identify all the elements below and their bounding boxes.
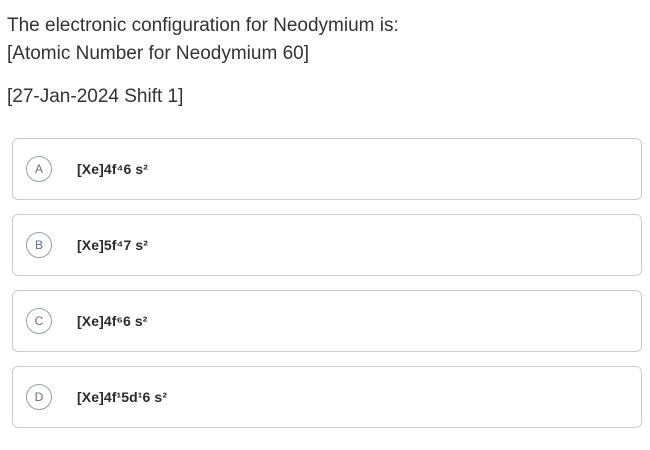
option-c-text: [Xe]4f⁶6 s² [77,313,148,329]
option-a-text: [Xe]4f⁴6 s² [77,161,149,177]
option-d[interactable] [12,366,642,428]
question-line-1: The electronic configuration for Neodymium is: [7,15,399,36]
option-b[interactable] [12,214,642,276]
question-line-2: [Atomic Number for Neodymium 60] [7,43,309,64]
question-text [7,12,399,68]
option-c-radio[interactable]: C [26,308,52,334]
options-list [12,138,642,428]
option-d-radio[interactable]: D [26,384,52,410]
option-d-text: [Xe]4f¹5d¹6 s² [77,389,168,405]
option-b-radio[interactable]: B [26,232,52,258]
option-a-radio[interactable]: A [26,156,52,182]
option-c[interactable] [12,290,642,352]
exam-shift-label: [27-Jan-2024 Shift 1] [7,86,184,107]
option-a[interactable] [12,138,642,200]
option-b-text: [Xe]5f⁴7 s² [77,237,149,253]
